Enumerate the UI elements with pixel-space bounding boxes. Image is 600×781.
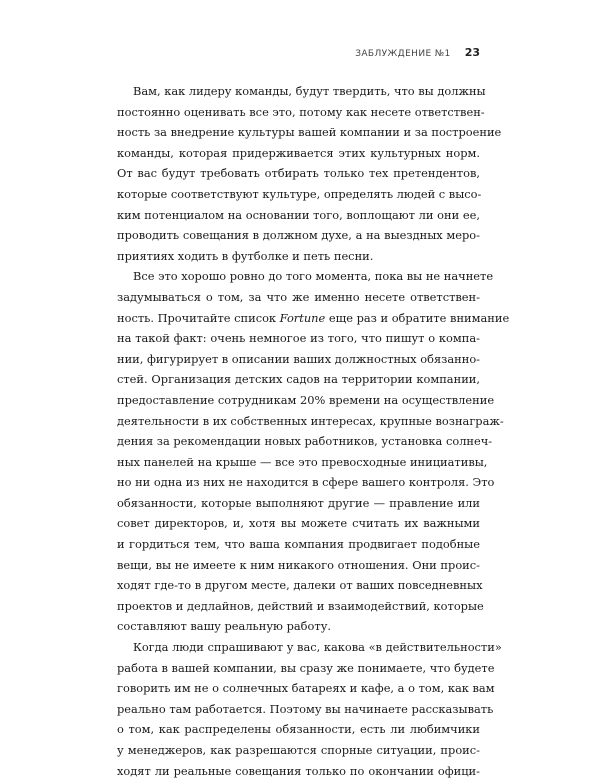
text-line: дения за рекомендации новых работников, установка солнеч-	[117, 434, 493, 449]
text-line: Когда люди спрашивают у вас, какова «в действительности»	[133, 640, 502, 655]
text-line: составляют вашу реальную работу.	[117, 619, 332, 634]
text-line: работа в вашей компании, вы сразу же понимаете, что будете	[117, 660, 495, 675]
text-line: но ни одна из них не находится в сфере вашего контроля. Это	[117, 475, 495, 490]
text-line: говорить им не о солнечных батареях и кафе, а о том, как вам	[117, 681, 495, 696]
body-text	[117, 81, 510, 781]
text-line: совет директоров, и, хотя вы можете считать их важными	[117, 516, 480, 531]
text-line: и гордиться тем, что ваша компания продвигает подобные	[117, 537, 480, 552]
text-line: ходят ли реальные совещания только по окончании офици-	[117, 763, 480, 778]
paragraph-3	[117, 637, 502, 781]
text-line: обязанности, которые выполняют другие — правление или	[117, 495, 480, 510]
text-line: которые соответствуют культуре, определять людей с высо-	[117, 186, 482, 201]
italic-title-fortune: Fortune	[279, 310, 326, 325]
text-line: на такой факт: очень немногое из того, что пишут о компа-	[117, 331, 480, 346]
text-line: команды, которая придерживается этих культурных норм.	[117, 145, 480, 160]
paragraph-2	[117, 266, 510, 637]
text-line: деятельности в их собственных интересах, крупные вознаграж-	[117, 413, 504, 428]
text-line: задумываться о том, за что же именно несете ответствен-	[117, 289, 480, 304]
text-line: ким потенциалом на основании того, воплощают ли они ее,	[117, 207, 480, 222]
text-line: Вам, как лидеру команды, будут твердить, что вы должны	[133, 84, 486, 98]
text-line-with-italic	[117, 308, 510, 329]
text-fragment: еще раз и обратите внимание	[325, 310, 510, 325]
text-line: ных панелей на крыше — все это превосходные инициативы,	[117, 454, 488, 469]
paragraph-1	[117, 81, 502, 266]
text-line: Все это хорошо ровно до того момента, пока вы не начнете	[133, 269, 494, 284]
page-number: 23	[464, 46, 480, 59]
text-line: ность за внедрение культуры вашей компании и за построение	[117, 125, 502, 140]
text-line: проводить совещания в должном духе, а на выездных меро-	[117, 228, 480, 243]
text-line: проектов и дедлайнов, действий и взаимодействий, которые	[117, 598, 484, 613]
text-line: предоставление сотрудникам 20% времени на осуществление	[117, 392, 495, 407]
text-line: приятиях ходить в футболке и петь песни.	[117, 248, 374, 263]
text-line: стей. Организация детских садов на территории компании,	[117, 372, 480, 387]
text-fragment: ность. Прочитайте список	[117, 310, 280, 325]
page-header	[355, 46, 480, 59]
text-line: реально там работается. Поэтому вы начинаете рассказывать	[117, 701, 494, 716]
text-line: нии, фигурирует в описании ваших должностных обязанно-	[117, 351, 481, 366]
text-line: у менеджеров, как разрешаются спорные ситуации, проис-	[117, 743, 480, 757]
text-line: о том, как распределены обязанности, есть ли любимчики	[117, 722, 480, 737]
text-line: вещи, вы не имеете к ним никакого отношения. Они проис-	[117, 557, 480, 572]
text-line: От вас будут требовать отбирать только тех претендентов,	[117, 166, 480, 181]
text-line: постоянно оценивать все это, потому как несете ответствен-	[117, 104, 485, 119]
running-head: ЗАБЛУЖДЕНИЕ №1	[355, 49, 451, 59]
text-line: ходят где-то в другом месте, далеки от ваших повседневных	[117, 578, 483, 593]
